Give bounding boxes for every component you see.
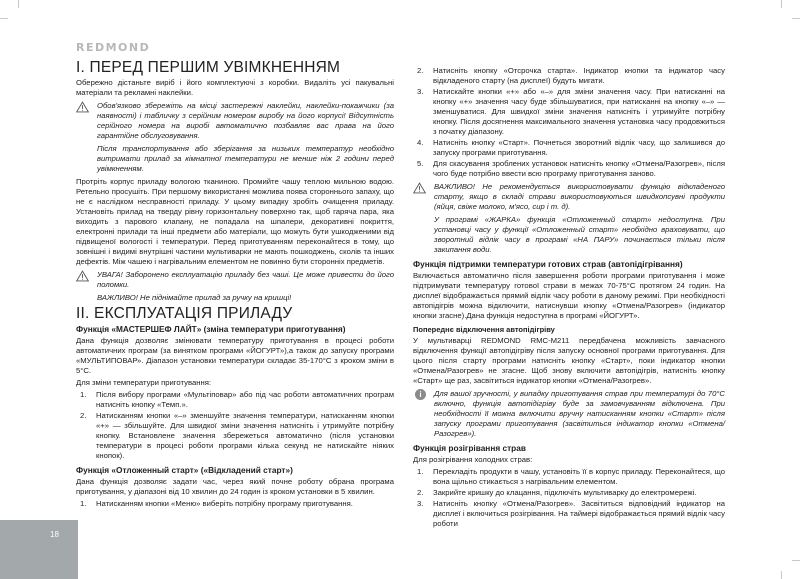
paragraph: Дана функція дозволяє задати час, через який почне роботу обрана програма приготування, у діапазоні від 10 хвилин до 24 годин із кроком установки в 5 хвилин. — [76, 477, 394, 496]
function-title: Функція підтримки температури готових страв (автопідігрівання) — [413, 259, 683, 269]
right-column — [413, 66, 725, 532]
paragraph: Включається автоматично після завершення роботи програми приготування і може підтримувати температуру готової страви в межах 70-75°С протягом 24 годин. На дисплеї відображається прямий відлік часу роботи в даному режимі. При необхідності автопідігрів можна відключити, натиснувши кнопку «Отмена/Разогрев» (індикатор кнопки згасне).Дана функція недоступна в програмі «ЙОГУРТ». — [413, 271, 725, 320]
subsection-title: Попереднє відключення автопідігріву — [413, 325, 555, 334]
paragraph: Для зміни температури приготування: — [76, 378, 212, 387]
footer-bar — [0, 520, 78, 579]
steps-list — [413, 66, 725, 179]
crop-mark — [0, 18, 8, 19]
warning-text: ВАЖЛИВО! Не рекомендується використовувати функцію відкладеного старту, якщо в складі страви використовуються швидкопсувні продукти (яйця, свіже молоко, м'ясо, сир і т. д). — [434, 182, 725, 211]
list-item: 5. Для скасування зроблених установок натисніть кнопку «Отмена/Разогрев», після чого буде потрібно ввести всю програму приготування заново. — [417, 159, 725, 178]
section-title-operation: II. ЕКСПЛУАТАЦІЯ ПРИЛАДУ — [76, 305, 293, 322]
warning-icon — [76, 101, 89, 113]
section-title-before-first-use: I. ПЕРЕД ПЕРШИМ УВІМКНЕННЯМ — [76, 59, 341, 76]
list-item: 3. Натисніть кнопку «Отмена/Разогрев». Засвітиться відповідний індикатор на дисплеї і включиться розігрівання. На таймері відображається прямий відлік часу роботи — [417, 499, 725, 528]
warning-text: ВАЖЛИВО! Не піднімайте прилад за ручку на кришці! — [97, 293, 292, 302]
crop-mark — [781, 0, 782, 8]
warning-note — [413, 182, 725, 255]
list-item: 2. Закрийте кришку до клацання, підключіть мультиварку до електромережі. — [417, 488, 697, 497]
page-number: 18 — [50, 530, 59, 539]
list-item: 1. Натисканням кнопки «Меню» виберіть потрібну програму приготування. — [80, 499, 353, 508]
function-title: Функція «Отложенный старт» («Відкладений старт») — [76, 465, 293, 475]
left-column — [76, 59, 394, 512]
warning-text: УВАГА! Заборонено експлуатацію приладу без чаші. Це може привести до його поломки. — [97, 270, 394, 289]
warning-note — [76, 270, 394, 303]
steps-list — [76, 499, 394, 509]
steps-list — [76, 390, 394, 461]
list-item: 3. Натискайте кнопки «+» або «–» для зміни значення часу. При натисканні на кнопку «+» значення часу буде збільшуватися, при натисканні на кнопку «–» — зменшуватися. Для швидкої зміни значення натисніть і утримуйте потрібну кнопку. Після досягнення максимального значення установка часу продовжиться з початку діапазону. — [417, 87, 725, 136]
warning-text: Після транспортування або зберігання за низьких температур необхідно витримати прилад за кімнатної температури не менше ніж 2 години перед увімкненням. — [97, 144, 394, 173]
crop-mark — [781, 571, 782, 579]
list-item: 1. Після вибору програми «Мультіповар» або під час роботи автоматичних програм натисніть кнопку «Темп.». — [80, 390, 394, 409]
warning-icon — [413, 182, 426, 194]
function-title: Функція «МАСТЕРШЕФ ЛАЙТ» (зміна температури приготування) — [76, 324, 346, 334]
info-icon: i — [415, 389, 426, 400]
function-title: Функція розігрівання страв — [413, 443, 526, 453]
info-text: Для вашої зручності, у випадку приготування страв при температурі до 70°С включно, функція автопідігріву буде за замовчуванням відключена. При необхідності її можна включити вручну натисканням кнопки «Старт» після запуску програми приготування (засвітиться індикатор кнопки «Отмена/Разогрев»). — [434, 389, 725, 438]
list-item: 4. Натисніть кнопку «Старт». Почнеться зворотний відлік часу, що залишився до запуску програми приготування. — [417, 138, 725, 157]
crop-mark — [18, 0, 19, 8]
paragraph: Обережно дістаньте виріб і його комплектуючі з коробки. Видаліть усі пакувальні матеріали та рекламні наклейки. — [76, 78, 394, 97]
warning-note — [76, 101, 394, 174]
warning-icon — [76, 270, 89, 282]
info-note — [413, 389, 725, 439]
paragraph: Для розігрівання холодних страв: — [413, 455, 533, 464]
list-item: 2. Натисканням кнопки «–» зменшуйте значення температури, натисканням кнопки «+» — збільшуйте. Для швидкої зміни значення натисніть і утримуйте потрібну кнопку. Встановлене значення збережеться автоматично (після установки температури в процесі роботи програми кілька секунд не натискайте ніяких кнопок). — [80, 411, 394, 460]
crop-mark — [792, 560, 800, 561]
steps-list — [413, 467, 725, 529]
list-item: 1. Перекладіть продукти в чашу, установіть її в корпус приладу. Переконайтеся, що вона щільно стикається з нагрівальним елементом. — [417, 467, 725, 486]
list-item: 2. Натисніть кнопку «Отсрочка старта». Індикатор кнопки та індикатор часу відкладеного старту (на дисплеї) будуть мигати. — [417, 66, 725, 85]
crop-mark — [792, 18, 800, 19]
warning-text: Обов'язково збережіть на місці застережні наклейки, наклейки-покажчики (за наявності) і табличку з серійним номером виробу на його корпусі! Відсутність серійного номера на виробі автоматично позбавляє вас права на його гарантійне обслуговування. — [97, 101, 394, 140]
brand-logo: REDMOND — [76, 41, 151, 54]
paragraph: У мультиварці REDMOND RMC-M211 передбачена можливість завчасного відключення функції автопідігріву після запуску основної програми приготування. Для цього після старту програми натисніть кнопку «Старт», поки індикатор кнопки «Отмена/Разогрев» не згасне. Щоб знову включити автопідігрів, натисніть кнопку «Старт» ще раз, засвітиться індикатор кнопки «Отмена/Разогрев». — [413, 336, 725, 385]
warning-text: У програмі «ЖАРКА» функція «Отложенный старт» недоступна. При установці часу у функції «Отложенный старт» необхідно враховувати, що зворотний відлік часу в програмі «НА ПАРУ» починається тільки після закипання води. — [434, 215, 725, 254]
paragraph: Протріть корпус приладу вологою тканиною. Промийте чашу теплою мильною водою. Ретельно просушіть. При першому використанні можлива поява стороннього запаху, що не є наслідком несправності приладу. У цьому випадку зробіть очищення приладу. Установіть прилад на тверду рівну горизонтальну поверхню так, щоб гаряча пара, яка виходить з парового клапану, не попадала на шпалери, декоративні покриття, електронні прилади та інші предмети або матеріали, що можуть бути ушкодженими від підвищеної вологості і температури. Перед приготуванням переконайтеся в тому, що зовнішні і видимі внутрішні частини мультиварки не мають пошкоджень, сколів та інших дефектів. Між чашею і нагрівальним елементом не повинно бути сторонніх предметів. — [76, 177, 394, 266]
paragraph: Дана функція дозволяє змінювати температуру приготування в процесі роботи автоматичних програм (за винятком програми «ЙОГУРТ»),а також до запуску програми «МУЛЬТИПОВАР». Діапазон установки температури складає 35-170°С з кроком зміни в 5°С. — [76, 336, 394, 375]
